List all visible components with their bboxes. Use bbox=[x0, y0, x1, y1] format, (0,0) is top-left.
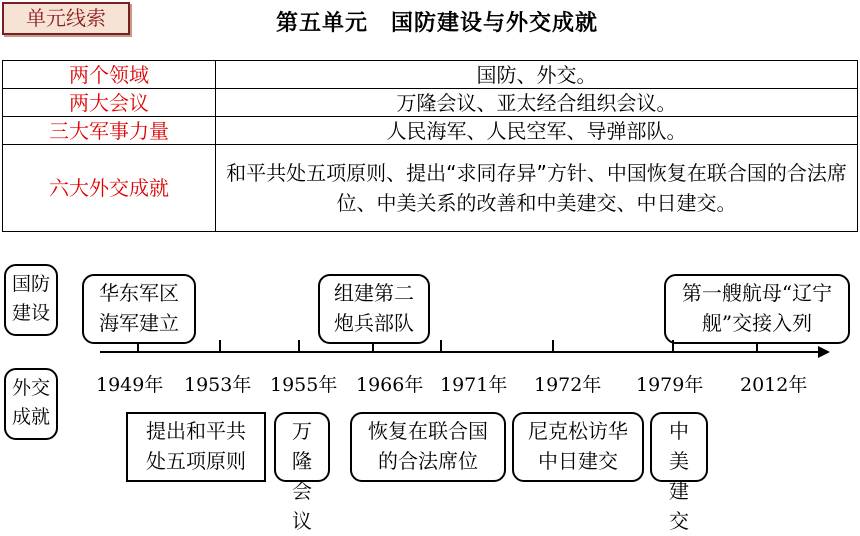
defense-event-artillery: 组建第二炮兵部队 bbox=[318, 274, 430, 344]
year-label: 1966年 bbox=[356, 374, 424, 396]
row-key: 两个领域 bbox=[3, 61, 216, 89]
diplomacy-side-label: 外交成就 bbox=[4, 368, 58, 440]
diplomacy-event-nixon-japan: 尼克松访华中日建交 bbox=[512, 412, 644, 482]
year-label: 1971年 bbox=[440, 374, 508, 396]
diplomacy-event-bandung: 万隆会议 bbox=[274, 412, 330, 482]
diplomacy-event-us-ties: 中美建交 bbox=[650, 412, 708, 482]
row-key: 两大会议 bbox=[3, 89, 216, 117]
year-tick bbox=[440, 340, 442, 352]
diplomacy-event-un-seat: 恢复在联合国的合法席位 bbox=[350, 412, 506, 482]
event-tick bbox=[756, 342, 758, 352]
row-value: 人民海军、人民空军、导弹部队。 bbox=[216, 117, 858, 145]
event-tick bbox=[137, 342, 139, 352]
row-key: 三大军事力量 bbox=[3, 117, 216, 145]
row-value: 和平共处五项原则、提出“求同存异”方针、中国恢复在联合国的合法席位、中美关系的改善和中美建交、中日建交。 bbox=[216, 145, 858, 232]
year-tick bbox=[219, 340, 221, 352]
year-label: 2012年 bbox=[740, 374, 808, 396]
year-label: 1949年 bbox=[96, 374, 164, 396]
row-value: 国防、外交。 bbox=[216, 61, 858, 89]
row-value: 万隆会议、亚太经合组织会议。 bbox=[216, 89, 858, 117]
year-label: 1972年 bbox=[534, 374, 602, 396]
year-tick bbox=[672, 340, 674, 352]
diplomacy-event-five-principles: 提出和平共处五项原则 bbox=[126, 412, 266, 482]
event-tick bbox=[372, 342, 374, 352]
year-label: 1953年 bbox=[184, 374, 252, 396]
defense-event-carrier: 第一艘航母“辽宁舰”交接入列 bbox=[664, 274, 850, 344]
defense-side-label: 国防建设 bbox=[4, 264, 58, 336]
unit-clue-tag: 单元线索 bbox=[2, 2, 130, 35]
defense-event-navy: 华东军区海军建立 bbox=[82, 274, 196, 344]
year-tick bbox=[298, 340, 300, 352]
year-tick bbox=[552, 340, 554, 352]
year-label: 1955年 bbox=[270, 374, 338, 396]
row-key: 六大外交成就 bbox=[3, 145, 216, 232]
page-title: 第五单元 国防建设与外交成就 bbox=[276, 11, 599, 36]
year-label: 1979年 bbox=[636, 374, 704, 396]
